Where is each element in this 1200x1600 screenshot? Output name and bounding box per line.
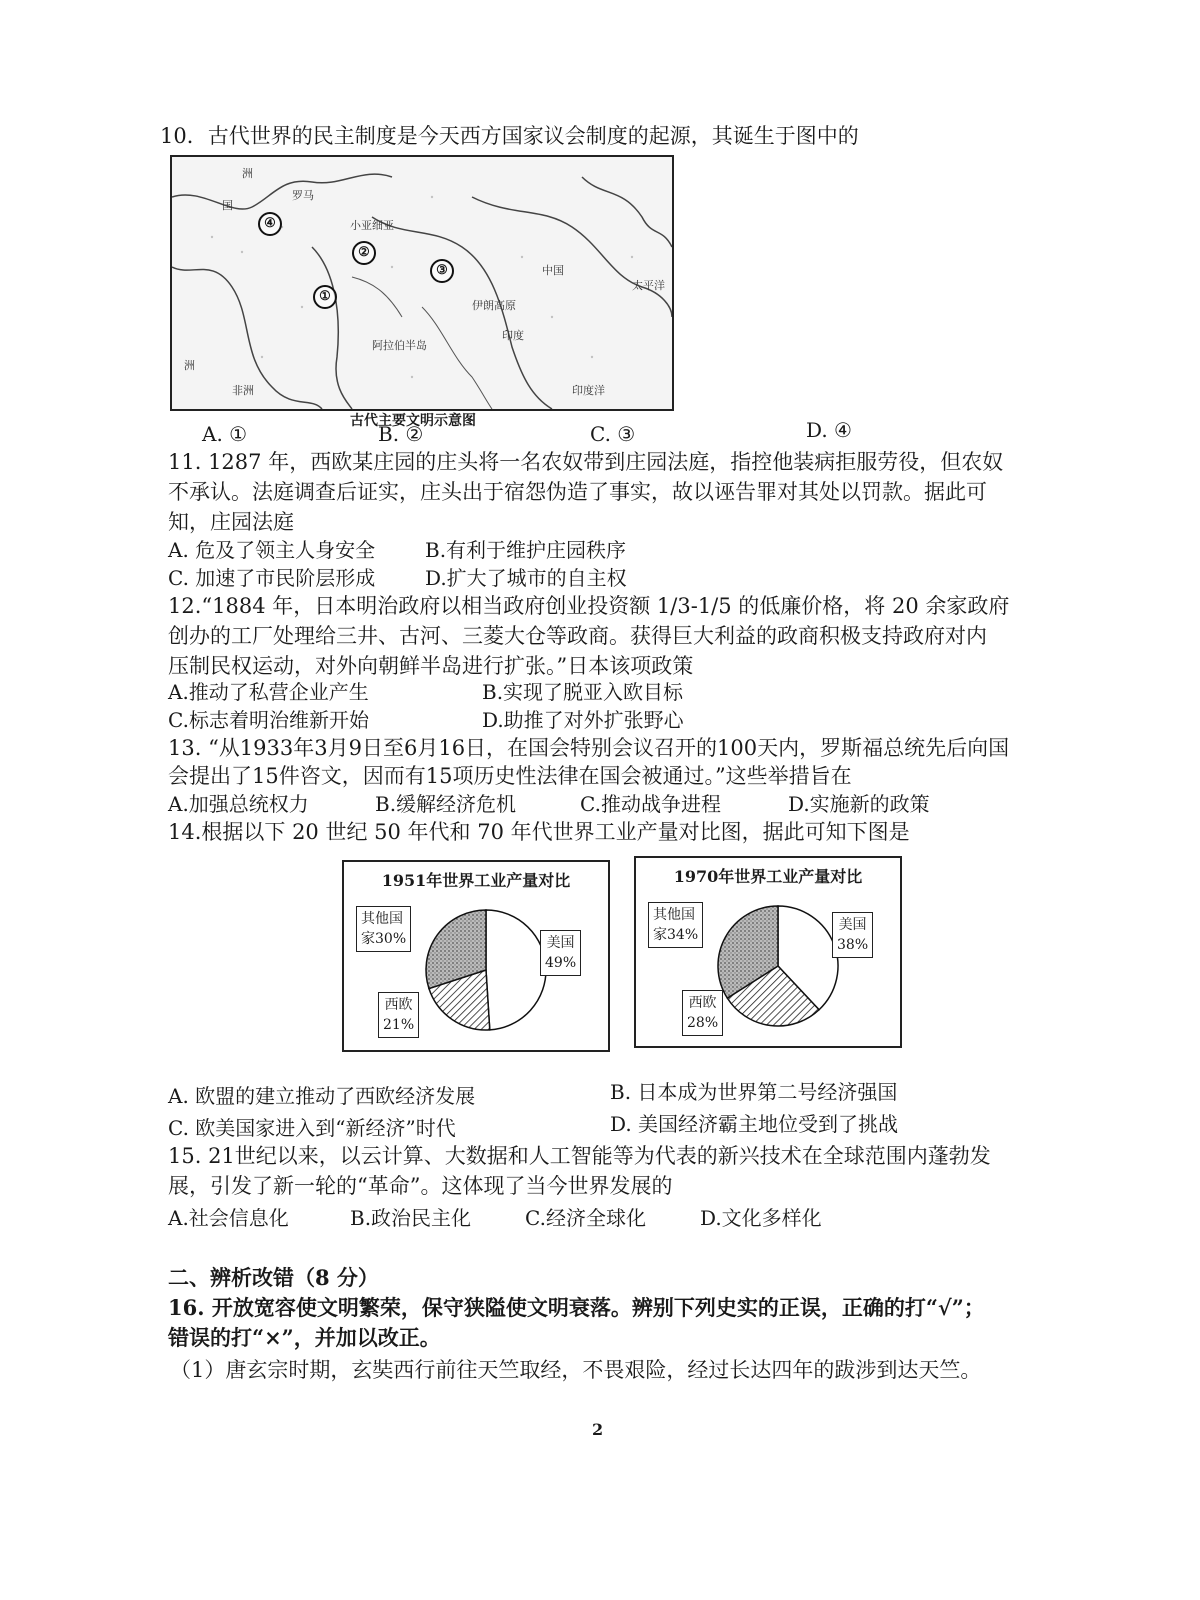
pie-1951-us-value: 49% (545, 955, 577, 971)
q16-item-1: （1）唐玄宗时期，玄奘西行前往天竺取经，不畏艰险，经过长达四年的跋涉到达天竺。 (170, 1358, 982, 1382)
q12-line-3: 压制民权运动，对外向朝鲜半岛进行扩张。”日本该项政策 (168, 654, 694, 678)
pie-1970-callout-other (648, 902, 703, 948)
q12-option-a[interactable]: A.推动了私营企业产生 (168, 680, 369, 704)
q11-line-1: 11. 1287 年，西欧某庄园的庄头将一名农奴带到庄园法庭，指控他装病拒服劳役，但农奴 (168, 450, 1004, 474)
pie-1951-us-name: 美国 (546, 935, 575, 951)
pie-1970-callout-us (832, 912, 873, 958)
map-label-3: 罗马 (292, 189, 314, 202)
q13-line-2: 会提出了15件咨文，因而有15项历史性法律在国会被通过。”这些举措旨在 (168, 764, 852, 788)
q11-option-c[interactable]: C. 加速了市民阶层形成 (168, 566, 376, 590)
q15-line-1: 15. 21世纪以来，以云计算、大数据和人工智能等为代表的新兴技术在全球范围内蓬勃发 (168, 1144, 991, 1168)
q10-option-c[interactable]: C. ③ (590, 422, 636, 446)
q12-option-c[interactable]: C.标志着明治维新开始 (168, 708, 369, 732)
map-marker-4: ④ (258, 212, 282, 236)
pie-1951-callout-weu (378, 992, 419, 1038)
map-label-11: 洲 (184, 359, 195, 372)
pie-1970-weu-value: 28% (687, 1015, 719, 1031)
map-marker-1: ① (313, 285, 337, 309)
q15-option-c[interactable]: C.经济全球化 (525, 1206, 646, 1230)
map-label-2: 国 (222, 199, 233, 212)
pie-1951-callout-us (540, 930, 581, 976)
q13-line-1: 13. “从1933年3月9日至6月16日，在国会特别会议召开的100天内，罗斯福总统先后向国 (168, 736, 1010, 760)
pie-chart-1970 (634, 856, 902, 1048)
map-label-1: 洲 (242, 167, 253, 180)
pie-1951-slices (426, 910, 546, 1030)
q14-stem: 14.根据以下 20 世纪 50 年代和 70 年代世界工业产量对比图，据此可知下图是 (168, 820, 910, 844)
q10-stem: 10．古代世界的民主制度是今天西方国家议会制度的起源，其诞生于图中的 (160, 124, 859, 148)
map-label-10: 印度洋 (572, 384, 605, 397)
q10-option-d[interactable]: D. ④ (806, 418, 852, 442)
pie-1951-slice-us (486, 910, 546, 1030)
q14-option-a[interactable]: A. 欧盟的建立推动了西欧经济发展 (168, 1084, 476, 1108)
pie-1970-title: 1970年世界工业产量对比 (673, 867, 863, 886)
pie-1951-title: 1951年世界工业产量对比 (381, 871, 571, 890)
map-caption: 古代主要文明示意图 (350, 413, 476, 429)
map-label-6: 中国 (542, 264, 564, 277)
ancient-civilizations-map (170, 155, 674, 411)
pie-1970-other-name: 其他国 (653, 907, 695, 923)
q14-option-d[interactable]: D. 美国经济霸主地位受到了挑战 (610, 1112, 899, 1136)
q14-option-b[interactable]: B. 日本成为世界第二号经济强国 (610, 1080, 898, 1104)
q11-option-a[interactable]: A. 危及了领主人身安全 (168, 538, 376, 562)
q13-option-a[interactable]: A.加强总统权力 (168, 792, 309, 816)
q11-option-b[interactable]: B.有利于维护庄园秩序 (425, 538, 627, 562)
q14-option-c[interactable]: C. 欧美国家进入到“新经济”时代 (168, 1116, 456, 1140)
q11-option-d[interactable]: D.扩大了城市的自主权 (425, 566, 627, 590)
q13-option-d[interactable]: D.实施新的政策 (788, 792, 930, 816)
q10-option-a[interactable]: A. ① (202, 422, 248, 446)
pie-1970-weu-name: 西欧 (688, 995, 717, 1011)
q15-line-2: 展，引发了新一轮的“革命”。这体现了当今世界发展的 (168, 1174, 673, 1198)
q13-option-b[interactable]: B.缓解经济危机 (375, 792, 517, 816)
q15-option-b[interactable]: B.政治民主化 (350, 1206, 472, 1230)
q16-line-2: 错误的打“×”，并加以改正。 (168, 1325, 441, 1350)
page-number: 2 (592, 1420, 604, 1439)
q12-line-1: 12.“1884 年，日本明治政府以相当政府创业投资额 1/3-1/5 的低廉价格，将 20 余家政府 (168, 594, 1010, 618)
section-2-heading: 二、辨析改错（8 分） (168, 1265, 379, 1290)
q12-line-2: 创办的工厂处理给三井、古河、三菱大仓等政商。获得巨大利益的政商积极支持政府对内 (168, 624, 987, 648)
map-label-12: 非洲 (232, 384, 254, 397)
map-label-9: 太平洋 (632, 279, 665, 292)
q12-option-d[interactable]: D.助推了对外扩张野心 (482, 708, 684, 732)
map-label-5: 伊朗高原 (472, 299, 516, 312)
pie-1970-other-value: 家34% (653, 927, 699, 943)
pie-1970-slices (718, 906, 838, 1026)
q15-option-d[interactable]: D.文化多样化 (700, 1206, 822, 1230)
pie-1970-callout-weu (682, 990, 723, 1036)
q11-line-2: 不承认。法庭调查后证实，庄头出于宿怨伪造了事实，故以诬告罪对其处以罚款。据此可 (168, 480, 987, 504)
q15-option-a[interactable]: A.社会信息化 (168, 1206, 289, 1230)
pie-1951-other-name: 其他国 (361, 911, 403, 927)
q11-line-3: 知，庄园法庭 (168, 510, 294, 534)
pie-chart-1951 (342, 860, 610, 1052)
map-marker-2: ② (352, 241, 376, 265)
pie-1951-weu-name: 西欧 (384, 997, 413, 1013)
map-marker-3: ③ (430, 259, 454, 283)
map-label-7: 印度 (502, 329, 524, 342)
q16-line-1: 16. 开放宽容使文明繁荣，保守狭隘使文明衰落。辨别下列史实的正误，正确的打“√”； (168, 1295, 985, 1320)
map-drawing (172, 157, 672, 409)
map-label-8: 阿拉伯半岛 (372, 339, 427, 352)
pie-1951-weu-value: 21% (383, 1017, 415, 1033)
q10-option-b[interactable]: B. ② (378, 422, 424, 446)
q13-option-c[interactable]: C.推动战争进程 (580, 792, 721, 816)
map-label-4: 小亚细亚 (350, 219, 394, 232)
pie-1951-other-value: 家30% (361, 931, 407, 947)
q12-option-b[interactable]: B.实现了脱亚入欧目标 (482, 680, 684, 704)
pie-1970-us-name: 美国 (838, 917, 867, 933)
pie-1970-us-value: 38% (837, 937, 869, 953)
pie-1951-callout-other (356, 906, 411, 952)
